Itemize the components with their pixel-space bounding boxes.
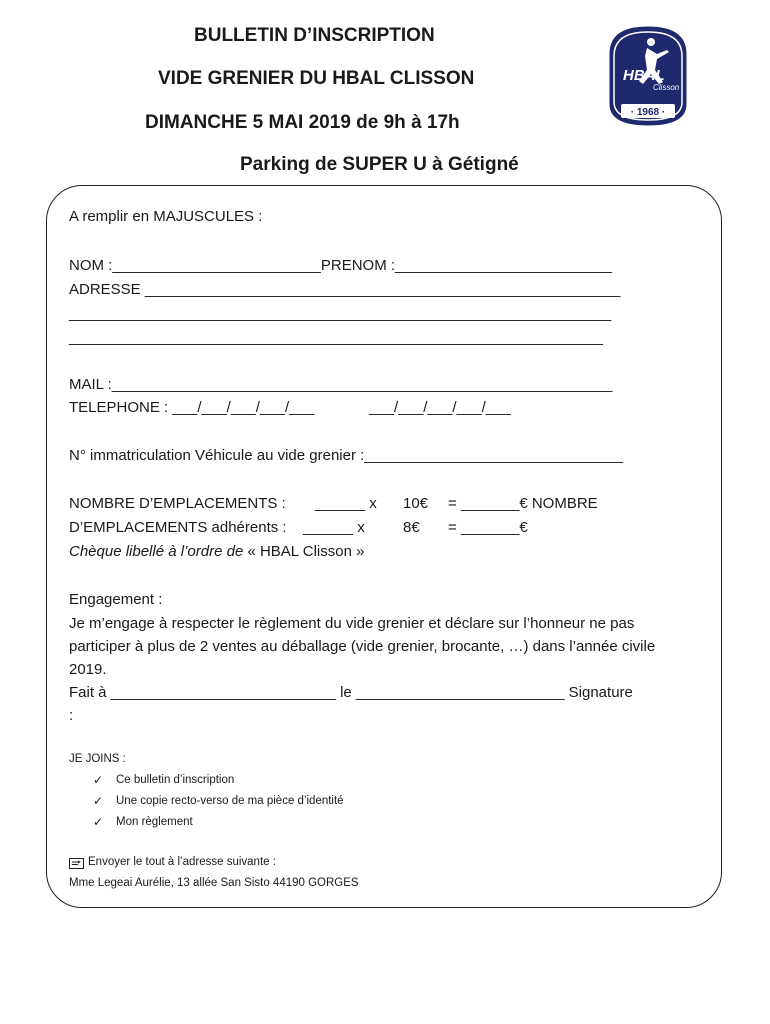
telephone-field-1[interactable]: ___/___/___/___/___ bbox=[172, 399, 315, 416]
emplacements-adherents-total-field[interactable]: = _______€ bbox=[448, 519, 528, 536]
emplacements-label: NOMBRE D’EMPLACEMENTS : bbox=[69, 495, 286, 512]
cheque-italic-text: Chèque libellé à l’ordre de bbox=[69, 543, 244, 560]
title-location: Parking de SUPER U à Gétigné bbox=[240, 154, 519, 175]
checkmark-icon: ✓ bbox=[93, 773, 104, 787]
checkmark-icon: ✓ bbox=[93, 794, 104, 808]
adresse-envoi: Mme Legeai Aurélie, 13 allée San Sisto 44190 GORGES bbox=[69, 877, 359, 889]
cheque-order-text: « HBAL Clisson » bbox=[243, 543, 365, 560]
envoyer-text: Envoyer le tout à l’adresse suivante : bbox=[88, 856, 276, 868]
emplacements-price: 10€ bbox=[403, 495, 429, 512]
fait-a-signature-field[interactable]: Fait à ___________________________ le _________________________ Signature bbox=[69, 684, 633, 701]
emplacements-row-2 bbox=[69, 519, 528, 536]
logo-text: HBAL bbox=[623, 67, 665, 84]
telephone-label: TELEPHONE : bbox=[69, 399, 173, 416]
telephone-row bbox=[69, 399, 314, 416]
emplacements-adherents-quantity-field[interactable]: ______ x bbox=[303, 519, 365, 536]
adresse-line-2[interactable]: _________________________________________________________________ bbox=[69, 305, 612, 322]
engagement-text-2: participer à plus de 2 ventes au déballage (vide grenier, brocante, …) dans l’année civile bbox=[69, 638, 656, 655]
envelope-icon bbox=[69, 858, 84, 869]
emplacements-adherents-label: D’EMPLACEMENTS adhérents : bbox=[69, 519, 287, 536]
joins-item-identite: Une copie recto-verso de ma pièce d’identité bbox=[116, 795, 344, 807]
nom-prenom-field[interactable]: NOM :_________________________PRENOM :__________________________ bbox=[69, 257, 612, 274]
engagement-title: Engagement : bbox=[69, 591, 163, 608]
immatriculation-field[interactable]: N° immatriculation Véhicule au vide grenier :_______________________________ bbox=[69, 447, 623, 464]
mail-field[interactable]: MAIL :____________________________________________________________ bbox=[69, 376, 613, 393]
signature-colon: : bbox=[69, 707, 74, 724]
adresse-line-3[interactable]: ________________________________________________________________ bbox=[69, 329, 603, 346]
emplacements-row-1 bbox=[69, 495, 598, 512]
cheque-line bbox=[69, 543, 364, 560]
title-date: DIMANCHE 5 MAI 2019 de 9h à 17h bbox=[145, 112, 460, 133]
title-event: VIDE GRENIER DU HBAL CLISSON bbox=[158, 68, 475, 89]
logo-subtext: Clisson bbox=[653, 83, 680, 92]
joins-item-reglement: Mon règlement bbox=[116, 816, 193, 828]
emplacements-total-field[interactable]: = _______€ NOMBRE bbox=[448, 495, 598, 512]
engagement-text-3: 2019. bbox=[69, 661, 107, 678]
hbal-logo bbox=[607, 24, 689, 128]
adresse-field[interactable]: ADRESSE _________________________________________________________ bbox=[69, 281, 621, 298]
emplacements-adherents-price: 8€ bbox=[403, 519, 420, 536]
joins-item-bulletin: Ce bulletin d’inscription bbox=[116, 774, 235, 786]
telephone-field-2[interactable]: ___/___/___/___/___ bbox=[369, 399, 511, 416]
joins-title: JE JOINS : bbox=[69, 753, 126, 765]
checkmark-icon: ✓ bbox=[93, 815, 104, 829]
emplacements-quantity-field[interactable]: ______ x bbox=[315, 495, 377, 512]
engagement-text-1: Je m’engage à respecter le règlement du vide grenier et déclare sur l’honneur ne pas bbox=[69, 615, 635, 632]
instruction-text: A remplir en MAJUSCULES : bbox=[69, 208, 263, 225]
logo-year: · 1968 · bbox=[630, 107, 666, 118]
title-bulletin: BULLETIN D’INSCRIPTION bbox=[194, 25, 435, 46]
